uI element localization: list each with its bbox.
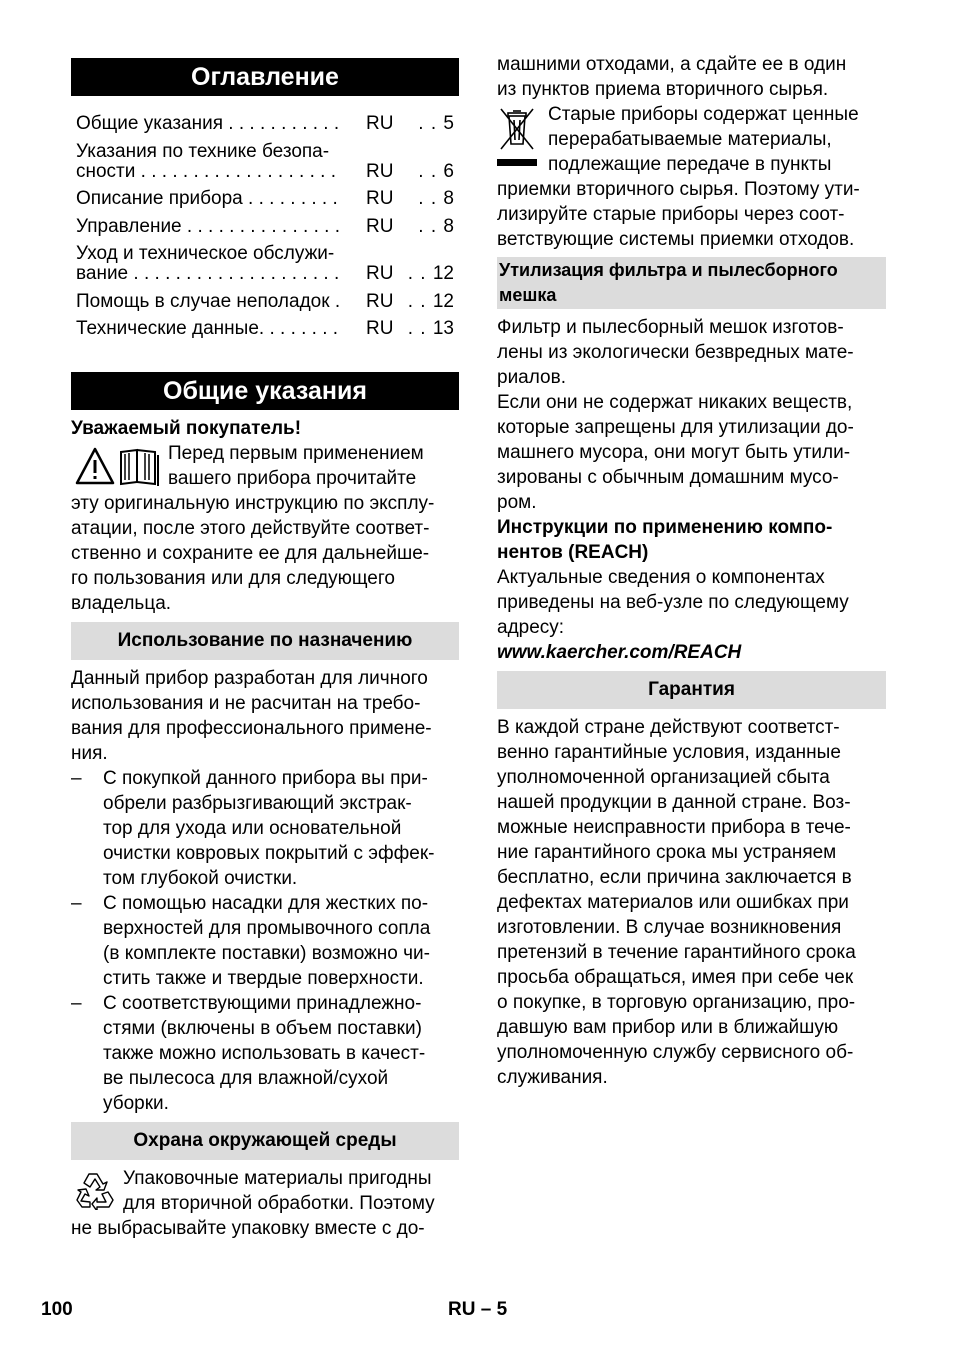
- toc-row[interactable]: Помощь в случае неполадок . RU . . 12: [76, 289, 454, 314]
- warning-manual-icon: [75, 446, 163, 486]
- toc-row[interactable]: Технические данные. . . . . . . . RU . . 13: [76, 316, 454, 341]
- environment-heading: Охрана окружающей среды: [71, 1122, 459, 1160]
- toc-row-line1: Указания по технике безопа-: [76, 141, 330, 162]
- crossed-bin-icon: [497, 104, 539, 170]
- toc-row[interactable]: Общие указания . . . . . . . . . . . RU . . 5: [76, 111, 454, 136]
- bullet-dash: –: [71, 768, 82, 789]
- toc-row[interactable]: вание . . . . . . . . . . . . . . . . . . . . RU . . 12: [76, 261, 454, 286]
- warranty-heading: Гарантия: [497, 671, 886, 709]
- general-heading: Общие указания: [71, 372, 459, 410]
- toc-row[interactable]: сности . . . . . . . . . . . . . . . . . . . RU . . 6: [76, 159, 454, 184]
- bullet-dash: –: [71, 993, 82, 1014]
- recycle-icon: [73, 1170, 117, 1210]
- toc-row-line1: Уход и техническое обслужи-: [76, 243, 335, 264]
- filter-heading: Утилизация фильтра и пылесборного мешка: [497, 257, 886, 309]
- toc-row[interactable]: Управление . . . . . . . . . . . . . . . RU . . 8: [76, 214, 454, 239]
- greeting: Уважаемый покупатель!: [71, 418, 302, 439]
- reach-heading-line1: Инструкции по применению компо-: [497, 517, 833, 538]
- use-heading: Использование по назначению: [71, 622, 459, 660]
- toc-heading: Оглавление: [71, 58, 459, 96]
- toc-row[interactable]: Описание прибора . . . . . . . . . RU . . 8: [76, 186, 454, 211]
- bullet-dash: –: [71, 893, 82, 914]
- reach-heading-line2: нентов (REACH): [497, 542, 649, 563]
- footer-page-label: RU – 5: [448, 1299, 508, 1320]
- reach-url-link[interactable]: www.kaercher.com/REACH: [497, 642, 742, 663]
- footer-sheet-number: 100: [41, 1299, 73, 1320]
